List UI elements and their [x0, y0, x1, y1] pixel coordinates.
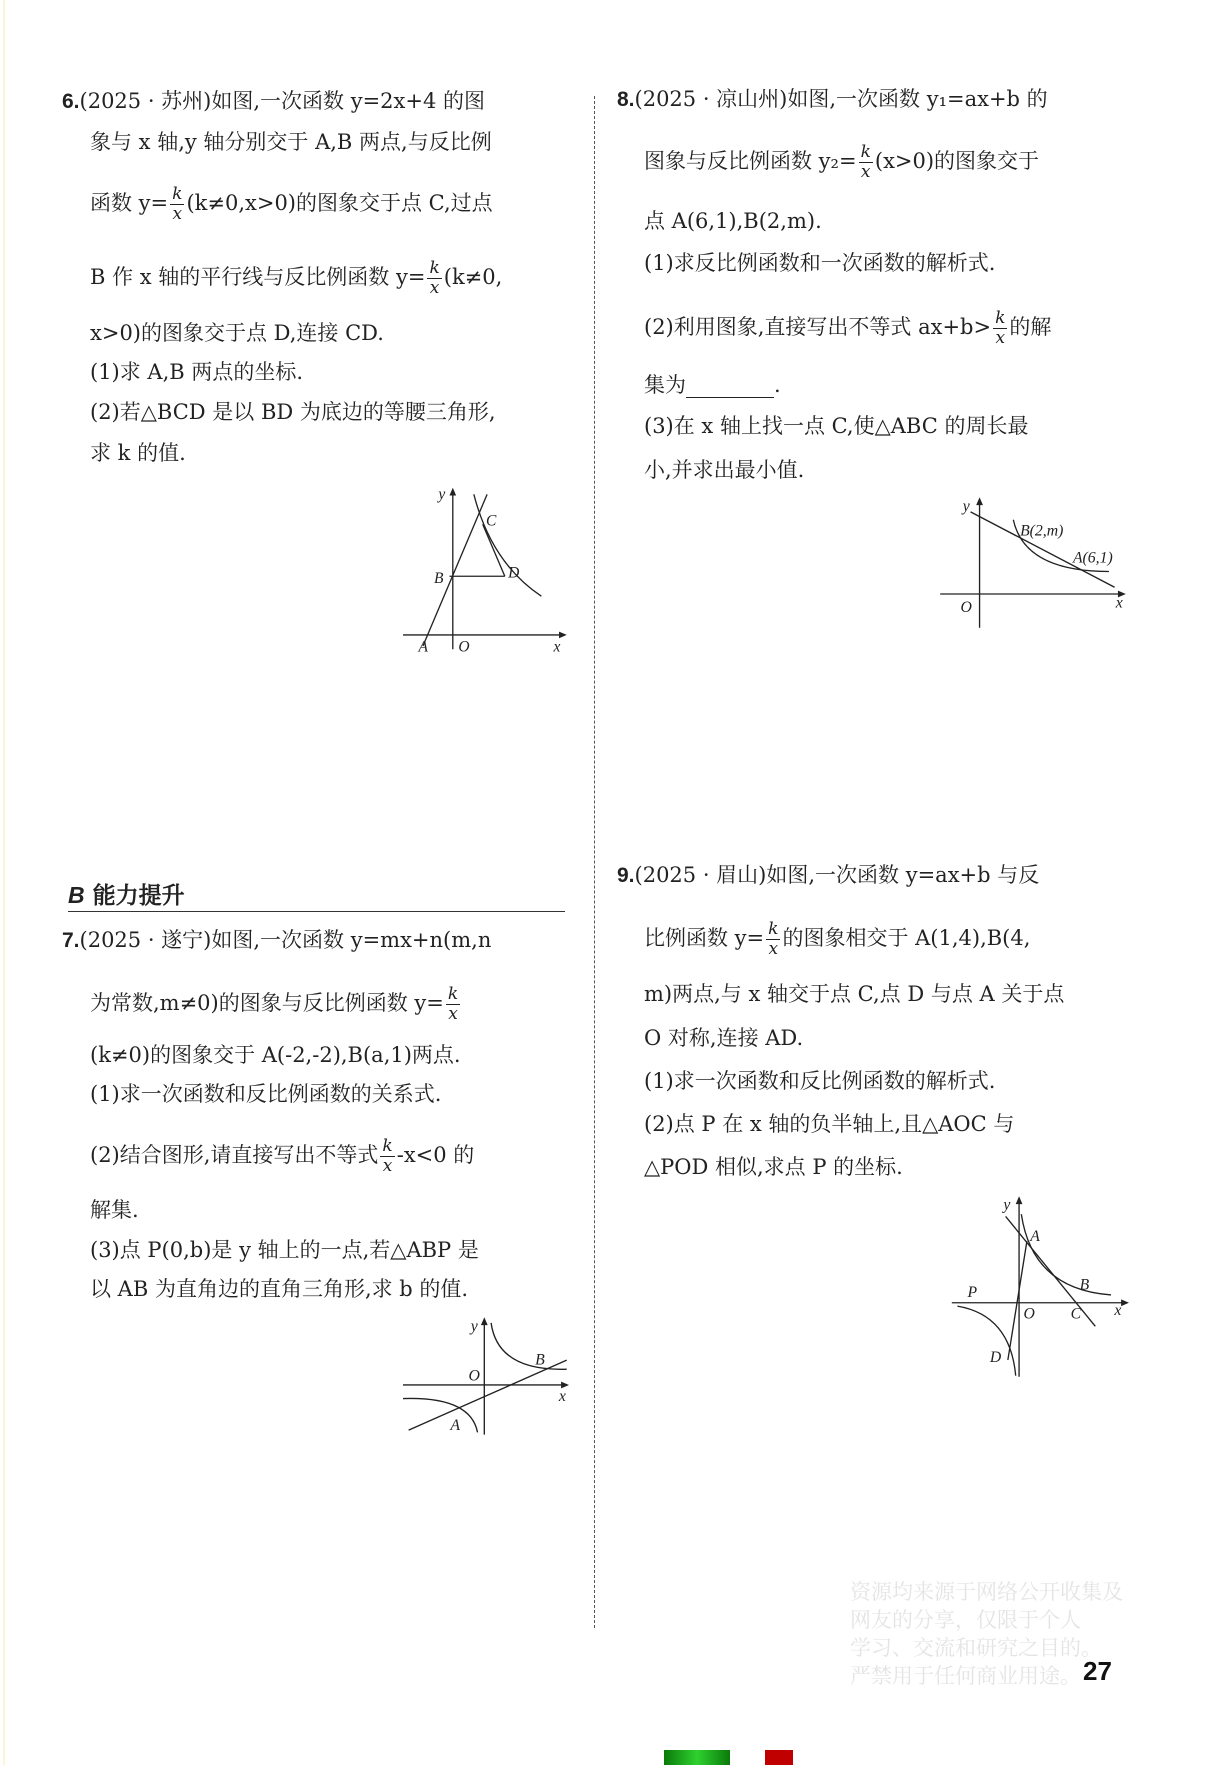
text-segment: (1)求一次函数和反比例函数的解析式.	[644, 1069, 996, 1093]
text-segment: (2)利用图象,直接写出不等式 ax+b>	[644, 315, 992, 339]
p6-line	[90, 129, 492, 155]
hyperbola-branch-1	[491, 1323, 567, 1369]
text-segment: (k≠0,x>0)的图象交于点 C,过点	[186, 191, 493, 215]
p9-line	[644, 1025, 803, 1051]
graph-problem-7	[403, 1317, 569, 1436]
text-segment: .	[774, 373, 781, 397]
graph-problem-6	[403, 484, 569, 656]
p6-line	[90, 359, 303, 385]
label-x: x	[1114, 1302, 1122, 1320]
page-edge	[3, 0, 5, 1765]
p8-line	[617, 86, 1048, 113]
text-segment: 比例函数 y=	[644, 926, 765, 950]
label-o: O	[468, 1367, 480, 1385]
label-c: C	[486, 512, 497, 530]
numerator: k	[429, 258, 440, 278]
denominator: x	[860, 162, 871, 182]
fraction	[993, 309, 1007, 348]
section-title: 能力提升	[92, 883, 185, 909]
text-segment: (2)若△BCD 是以 BD 为底边的等腰三角形,	[90, 400, 496, 424]
p7-line	[90, 985, 462, 1024]
label-d: D	[989, 1349, 1002, 1367]
graph-problem-8	[940, 495, 1126, 630]
red-tab-marker	[765, 1750, 793, 1765]
numerator: k	[860, 142, 871, 162]
label-o: O	[1023, 1305, 1035, 1323]
fraction	[427, 259, 441, 298]
p6-line	[90, 185, 493, 224]
p7-line	[90, 1081, 441, 1107]
fraction	[446, 985, 460, 1024]
p8-line	[644, 309, 1051, 348]
p8-line	[644, 372, 781, 398]
denominator: x	[448, 1004, 458, 1024]
text-segment: -x<0 的	[396, 1143, 475, 1167]
text-segment: 解集.	[90, 1198, 139, 1222]
text-segment: 的解	[1009, 315, 1052, 339]
linear-function-line	[409, 1360, 567, 1430]
p7-line	[62, 927, 491, 954]
p8-line	[644, 413, 1029, 439]
text-segment: (2025 · 眉山)如图,一次函数 y=ax+b 与反	[634, 863, 1040, 887]
text-segment: 象与 x 轴,y 轴分别交于 A,B 两点,与反比例	[90, 130, 492, 154]
fraction	[859, 143, 873, 182]
p6-line	[90, 259, 502, 298]
p9-line	[644, 1068, 995, 1094]
numerator: k	[995, 308, 1006, 328]
problem-number: 6.	[62, 90, 80, 113]
graph-problem-9	[951, 1194, 1132, 1379]
label-b: B	[1079, 1276, 1090, 1294]
label-y: y	[438, 485, 446, 503]
text-segment: (k≠0)的图象交于 A(-2,-2),B(a,1)两点.	[90, 1043, 461, 1067]
p7-line	[90, 1042, 461, 1068]
page-number: 27	[1083, 1656, 1112, 1686]
p8-line	[644, 208, 822, 234]
text-segment: (2)结合图形,请直接写出不等式	[90, 1143, 379, 1167]
label-c: C	[1070, 1305, 1082, 1323]
green-tab-marker	[664, 1750, 730, 1765]
fraction	[766, 920, 780, 959]
section-letter: B	[68, 882, 85, 908]
text-segment: (2025 · 遂宁)如图,一次函数 y=mx+n(m,n	[79, 928, 492, 952]
label-y: y	[1003, 1196, 1011, 1214]
denominator: x	[768, 939, 779, 959]
text-segment: 为常数,m≠0)的图象与反比例函数 y=	[90, 991, 444, 1015]
text-segment: (x>0)的图象交于	[874, 149, 1040, 173]
p9-line	[644, 920, 1030, 959]
fraction	[170, 185, 184, 224]
text-segment: (2)点 P 在 x 轴的负半轴上,且△AOC 与	[644, 1112, 1015, 1136]
label-x: x	[553, 638, 561, 656]
p7-line	[90, 1276, 468, 1302]
column-divider	[594, 96, 595, 1628]
label-a: A	[1030, 1228, 1040, 1246]
text-segment: (k≠0,	[443, 265, 503, 289]
p9-line	[617, 862, 1039, 889]
p9-line	[644, 1111, 1014, 1137]
problem-number: 7.	[62, 929, 80, 952]
text-segment: 图象与反比例函数 y₂=	[644, 149, 857, 173]
watermark-line: 网友的分享，仅限于个人	[850, 1608, 1081, 1632]
numerator: k	[382, 1136, 393, 1156]
text-segment: (2025 · 凉山州)如图,一次函数 y₁=ax+b 的	[634, 87, 1048, 111]
p6-line	[90, 440, 186, 466]
text-segment: (2025 · 苏州)如图,一次函数 y=2x+4 的图	[79, 89, 486, 113]
problem-number: 9.	[617, 864, 635, 887]
label-o: O	[458, 638, 470, 656]
p9-line	[644, 981, 1064, 1007]
segment-cd	[483, 524, 505, 576]
p6-line	[90, 399, 496, 425]
label-x: x	[558, 1387, 566, 1405]
answer-blank	[686, 377, 774, 398]
p7-line	[90, 1237, 479, 1263]
text-segment: m)两点,与 x 轴交于点 C,点 D 与点 A 关于点	[644, 982, 1065, 1006]
p8-line	[644, 250, 995, 276]
text-segment: 求 k 的值.	[90, 441, 186, 465]
denominator: x	[172, 204, 183, 224]
fraction	[380, 1137, 394, 1176]
p7-line	[90, 1137, 474, 1176]
denominator: x	[382, 1156, 393, 1176]
numerator: k	[172, 184, 183, 204]
p9-line	[644, 1154, 903, 1180]
label-b: B	[535, 1351, 545, 1369]
watermark-line: 学习、交流和研究之目的。	[850, 1636, 1102, 1660]
p8-line	[644, 457, 804, 483]
label-o: O	[960, 599, 972, 616]
denominator: x	[429, 278, 440, 298]
text-segment: x>0)的图象交于点 D,连接 CD.	[90, 321, 384, 345]
segment-ad	[1008, 1241, 1027, 1360]
text-segment: (3)在 x 轴上找一点 C,使△ABC 的周长最	[644, 414, 1029, 438]
text-segment: (1)求一次函数和反比例函数的关系式.	[90, 1082, 442, 1106]
text-segment: B 作 x 轴的平行线与反比例函数 y=	[90, 265, 426, 289]
label-a: A	[450, 1417, 461, 1435]
numerator: k	[447, 984, 459, 1004]
text-segment: 的图象相交于 A(1,4),B(4,	[782, 926, 1031, 950]
problem-number: 8.	[617, 88, 635, 111]
text-segment: (3)点 P(0,b)是 y 轴上的一点,若△ABP 是	[90, 1238, 479, 1262]
label-b: B	[433, 569, 444, 587]
hyperbola-branch-1	[1021, 1214, 1111, 1295]
label-p: P	[967, 1284, 978, 1302]
watermark-line: 资源均来源于网络公开收集及	[850, 1580, 1123, 1604]
text-segment: (1)求 A,B 两点的坐标.	[90, 360, 304, 384]
text-segment: 点 A(6,1),B(2,m).	[644, 209, 822, 233]
text-segment: 以 AB 为直角边的直角三角形,求 b 的值.	[90, 1277, 469, 1301]
p8-line	[644, 143, 1039, 182]
text-segment: O 对称,连接 AD.	[644, 1026, 804, 1050]
numerator: k	[768, 919, 779, 939]
label-a: A	[418, 638, 428, 656]
p6-line	[62, 88, 485, 115]
text-segment: (1)求反比例函数和一次函数的解析式.	[644, 251, 996, 275]
watermark-line: 严禁用于任何商业用途。	[850, 1664, 1081, 1688]
text-segment: 小,并求出最小值.	[644, 458, 805, 482]
section-heading	[68, 880, 565, 912]
label-y: y	[470, 1317, 478, 1335]
p7-line	[90, 1197, 139, 1223]
label-x: x	[1115, 594, 1123, 612]
label-d: D	[508, 564, 520, 582]
text-segment: 函数 y=	[90, 191, 169, 215]
label-b: B(2,m)	[1020, 522, 1064, 540]
hyperbola-branch-3	[957, 1306, 1015, 1376]
label-y: y	[962, 497, 970, 515]
linear-function-line	[423, 494, 487, 646]
label-a: A(6,1)	[1072, 549, 1113, 567]
denominator: x	[995, 328, 1006, 348]
p6-line	[90, 320, 384, 346]
text-segment: △POD 相似,求点 P 的坐标.	[644, 1155, 903, 1179]
text-segment: 集为	[644, 373, 686, 397]
